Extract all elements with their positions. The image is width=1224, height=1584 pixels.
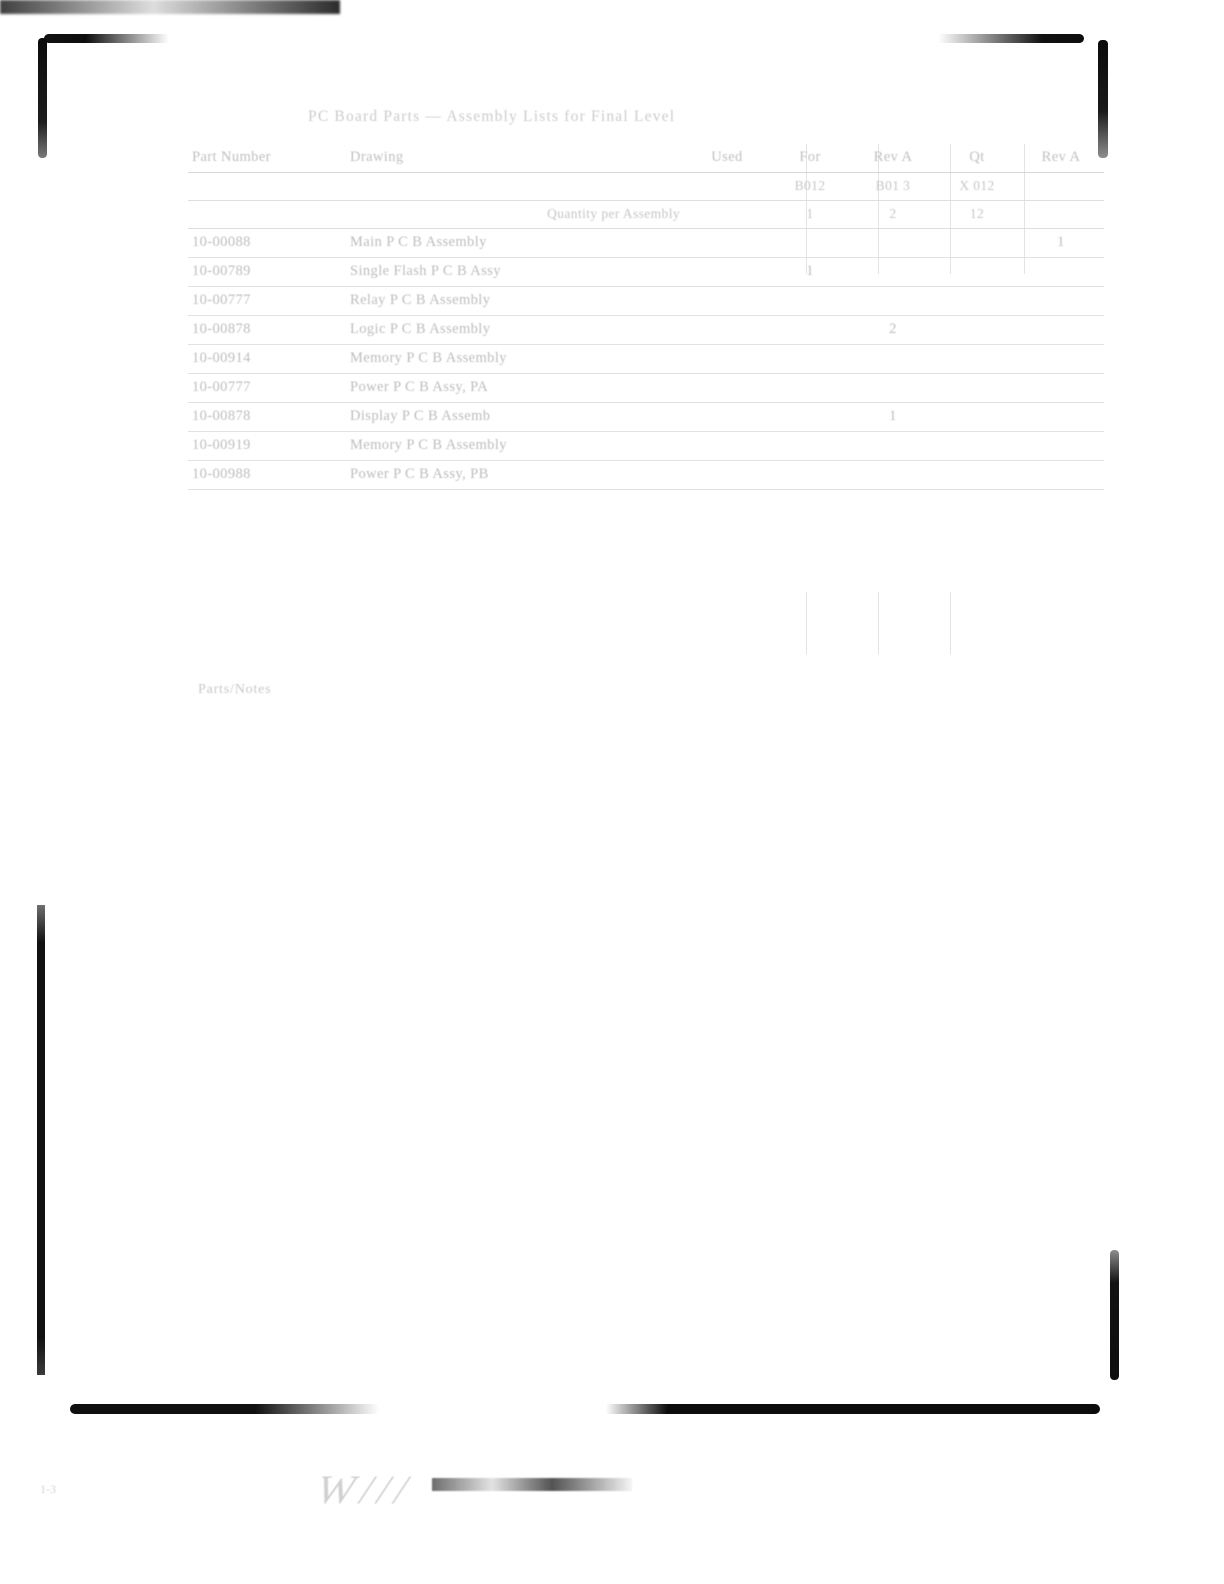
cell-qty-5 <box>1018 461 1104 490</box>
quantity-per-assembly-label: Quantity per Assembly <box>346 201 684 229</box>
cell-description: Relay P C B Assembly <box>350 292 491 308</box>
cell-description: Main P C B Assembly <box>350 234 487 250</box>
qty-label-c3: 2 <box>850 201 936 229</box>
cell-part-number: 10-00914 <box>192 350 251 366</box>
subheader-col4: X 012 <box>936 173 1018 201</box>
cell-qty-4 <box>936 316 1018 345</box>
table-row <box>188 229 1104 258</box>
cell-description: Power P C B Assy, PB <box>350 466 489 482</box>
cell-qty-5: 1 <box>1057 234 1065 250</box>
table-quantity-label-row <box>188 201 1104 229</box>
cell-qty-2 <box>770 287 850 316</box>
cell-description: Single Flash P C B Assy <box>350 263 501 279</box>
cell-qty-1 <box>684 432 770 461</box>
cell-qty-5 <box>1018 287 1104 316</box>
scan-edge-top <box>44 34 1084 43</box>
cell-qty-3 <box>850 345 936 374</box>
cell-description: Logic P C B Assembly <box>350 321 491 337</box>
cell-qty-2 <box>770 461 850 490</box>
cell-qty-2 <box>770 229 850 258</box>
qty-label-c5 <box>1018 201 1104 229</box>
subheader-col3: B01 3 <box>850 173 936 201</box>
page-title: PC Board Parts — Assembly Lists for Final Level <box>308 108 676 125</box>
notes-label: Parts/Notes <box>198 682 272 697</box>
cell-qty-4 <box>936 258 1018 287</box>
scan-edge-left-lower <box>37 905 45 1375</box>
subheader-part-number <box>188 173 346 201</box>
header-col3: Rev A <box>850 144 936 173</box>
cell-part-number: 10-00988 <box>192 466 251 482</box>
cell-part-number: 10-00789 <box>192 263 251 279</box>
cell-qty-3 <box>850 432 936 461</box>
cell-qty-1 <box>684 374 770 403</box>
table-header-row <box>188 144 1104 173</box>
scanned-page-sheet <box>38 32 1120 1422</box>
cell-qty-3: 1 <box>889 408 897 424</box>
cell-part-number: 10-00088 <box>192 234 251 250</box>
cell-description: Memory P C B Assembly <box>350 437 507 453</box>
cell-part-number: 10-00777 <box>192 292 251 308</box>
header-col2: For <box>770 144 850 173</box>
qty-label-c4: 12 <box>936 201 1018 229</box>
cell-qty-1 <box>684 258 770 287</box>
cell-qty-2 <box>770 432 850 461</box>
table-row <box>188 345 1104 374</box>
cell-qty-1 <box>684 345 770 374</box>
table-row <box>188 432 1104 461</box>
cell-qty-1 <box>684 229 770 258</box>
assembly-parts-table <box>188 144 1104 490</box>
subheader-col2: B012 <box>770 173 850 201</box>
cell-qty-4 <box>936 345 1018 374</box>
scan-edge-bottom <box>70 1404 1100 1414</box>
qty-label-c2: 1 <box>770 201 850 229</box>
cell-qty-2 <box>770 374 850 403</box>
cell-description: Display P C B Assemb <box>350 408 491 424</box>
table-row <box>188 403 1104 432</box>
column-rule <box>806 592 807 654</box>
cell-qty-2 <box>770 403 850 432</box>
header-col4: Qt <box>936 144 1018 173</box>
stamp-smudge <box>432 1478 632 1491</box>
cell-qty-2 <box>770 316 850 345</box>
cell-qty-5 <box>1018 403 1104 432</box>
cell-qty-4 <box>936 461 1018 490</box>
scan-edge-left-upper <box>38 38 47 158</box>
subheader-description <box>346 173 684 201</box>
table-row <box>188 316 1104 345</box>
table-row <box>188 258 1104 287</box>
cell-qty-3 <box>850 258 936 287</box>
column-rule <box>950 592 951 654</box>
cell-part-number: 10-00919 <box>192 437 251 453</box>
cell-qty-5 <box>1018 316 1104 345</box>
signature-smudge: W/// <box>310 1467 421 1512</box>
cell-qty-2 <box>770 345 850 374</box>
header-description: Drawing <box>346 144 684 173</box>
cell-qty-4 <box>936 229 1018 258</box>
header-part-number: Part Number <box>188 144 346 173</box>
cell-qty-3 <box>850 287 936 316</box>
scan-edge-right-lower <box>1110 1250 1119 1380</box>
cell-qty-4 <box>936 374 1018 403</box>
cell-description: Memory P C B Assembly <box>350 350 507 366</box>
cell-qty-4 <box>936 432 1018 461</box>
header-col1: Used <box>684 144 770 173</box>
cell-qty-5 <box>1018 432 1104 461</box>
cell-qty-1 <box>684 403 770 432</box>
page-number: 1-3 <box>40 1482 56 1496</box>
cell-qty-5 <box>1018 374 1104 403</box>
cell-qty-4 <box>936 287 1018 316</box>
cell-qty-5 <box>1018 345 1104 374</box>
cell-qty-1 <box>684 316 770 345</box>
cell-qty-5 <box>1018 258 1104 287</box>
cell-part-number: 10-00777 <box>192 379 251 395</box>
cell-qty-1 <box>684 461 770 490</box>
scan-smudge-bottom <box>0 0 340 14</box>
cell-description: Power P C B Assy, PA <box>350 379 489 395</box>
qty-label-c1 <box>684 201 770 229</box>
scan-edge-right-upper <box>1098 40 1108 158</box>
header-col5: Rev A <box>1018 144 1104 173</box>
cell-part-number: 10-00878 <box>192 321 251 337</box>
table-subheader-row <box>188 173 1104 201</box>
cell-qty-3 <box>850 374 936 403</box>
cell-part-number: 10-00878 <box>192 408 251 424</box>
cell-qty-4 <box>936 403 1018 432</box>
cell-qty-1 <box>684 287 770 316</box>
subheader-col5 <box>1018 173 1104 201</box>
cell-qty-3 <box>850 229 936 258</box>
table-row <box>188 461 1104 490</box>
cell-qty-2: 1 <box>806 263 814 279</box>
table-row <box>188 287 1104 316</box>
subheader-col1 <box>684 173 770 201</box>
cell-qty-3 <box>850 461 936 490</box>
table-row <box>188 374 1104 403</box>
cell-qty-3: 2 <box>889 321 897 337</box>
column-rule <box>878 592 879 654</box>
